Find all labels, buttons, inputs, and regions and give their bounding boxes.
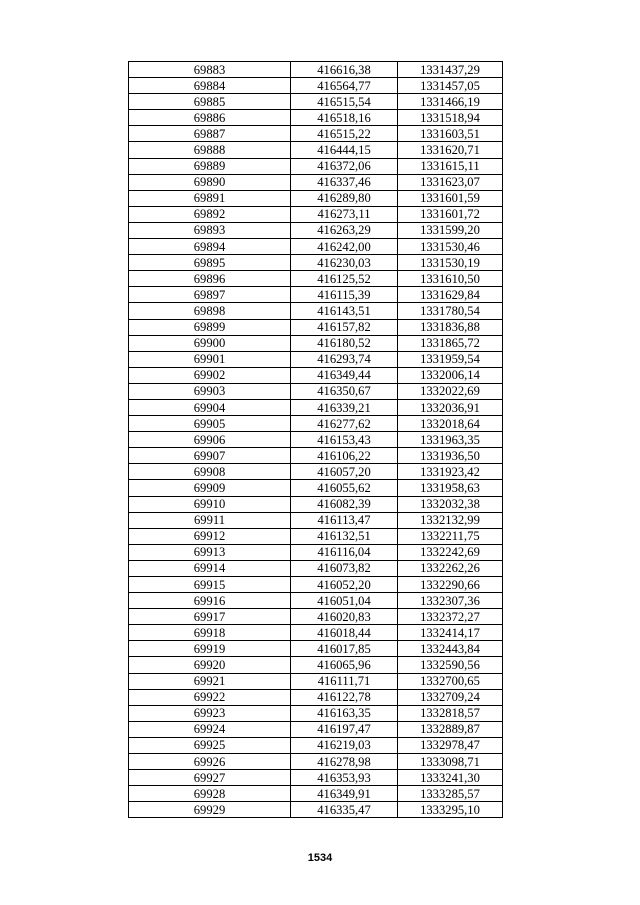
coordinates-table	[128, 61, 503, 818]
point-id-cell: 69929	[129, 802, 291, 818]
table-row	[129, 142, 503, 158]
x-coordinate-cell: 416339,21	[291, 399, 398, 415]
x-coordinate-cell: 416444,15	[291, 142, 398, 158]
point-id-cell: 69889	[129, 158, 291, 174]
x-coordinate-cell: 416349,91	[291, 786, 398, 802]
point-id-cell: 69922	[129, 689, 291, 705]
table-row	[129, 174, 503, 190]
x-coordinate-cell: 416372,06	[291, 158, 398, 174]
table-row	[129, 287, 503, 303]
x-coordinate-cell: 416197,47	[291, 721, 398, 737]
page-number: 1534	[307, 852, 333, 864]
x-coordinate-cell: 416018,44	[291, 625, 398, 641]
x-coordinate-cell: 416125,52	[291, 271, 398, 287]
table-row	[129, 448, 503, 464]
point-id-cell: 69915	[129, 577, 291, 593]
x-coordinate-cell: 416122,78	[291, 689, 398, 705]
x-coordinate-cell: 416278,98	[291, 754, 398, 770]
table-row	[129, 480, 503, 496]
x-coordinate-cell: 416057,20	[291, 464, 398, 480]
y-coordinate-cell: 1333295,10	[398, 802, 503, 818]
point-id-cell: 69918	[129, 625, 291, 641]
point-id-cell: 69887	[129, 126, 291, 142]
table-row	[129, 367, 503, 383]
point-id-cell: 69919	[129, 641, 291, 657]
point-id-cell: 69903	[129, 383, 291, 399]
y-coordinate-cell: 1332132,99	[398, 512, 503, 528]
point-id-cell: 69924	[129, 721, 291, 737]
point-id-cell: 69898	[129, 303, 291, 319]
y-coordinate-cell: 1331599,20	[398, 222, 503, 238]
y-coordinate-cell: 1331963,35	[398, 432, 503, 448]
table-row	[129, 239, 503, 255]
x-coordinate-cell: 416289,80	[291, 190, 398, 206]
x-coordinate-cell: 416020,83	[291, 609, 398, 625]
table-row	[129, 577, 503, 593]
point-id-cell: 69925	[129, 737, 291, 753]
y-coordinate-cell: 1331530,19	[398, 255, 503, 271]
table-row	[129, 351, 503, 367]
x-coordinate-cell: 416564,77	[291, 78, 398, 94]
table-row	[129, 544, 503, 560]
table-row	[129, 190, 503, 206]
point-id-cell: 69904	[129, 399, 291, 415]
point-id-cell: 69926	[129, 754, 291, 770]
x-coordinate-cell: 416106,22	[291, 448, 398, 464]
y-coordinate-cell: 1331958,63	[398, 480, 503, 496]
point-id-cell: 69923	[129, 705, 291, 721]
x-coordinate-cell: 416073,82	[291, 560, 398, 576]
point-id-cell: 69893	[129, 222, 291, 238]
x-coordinate-cell: 416153,43	[291, 432, 398, 448]
table-row	[129, 416, 503, 432]
point-id-cell: 69888	[129, 142, 291, 158]
y-coordinate-cell: 1332590,56	[398, 657, 503, 673]
point-id-cell: 69902	[129, 367, 291, 383]
y-coordinate-cell: 1331836,88	[398, 319, 503, 335]
x-coordinate-cell: 416353,93	[291, 770, 398, 786]
y-coordinate-cell: 1331610,50	[398, 271, 503, 287]
table-row	[129, 802, 503, 818]
x-coordinate-cell: 416273,11	[291, 206, 398, 222]
y-coordinate-cell: 1331615,11	[398, 158, 503, 174]
x-coordinate-cell: 416115,39	[291, 287, 398, 303]
table-row	[129, 255, 503, 271]
point-id-cell: 69899	[129, 319, 291, 335]
x-coordinate-cell: 416157,82	[291, 319, 398, 335]
y-coordinate-cell: 1331865,72	[398, 335, 503, 351]
x-coordinate-cell: 416111,71	[291, 673, 398, 689]
y-coordinate-cell: 1332700,65	[398, 673, 503, 689]
y-coordinate-cell: 1332889,87	[398, 721, 503, 737]
x-coordinate-cell: 416082,39	[291, 496, 398, 512]
y-coordinate-cell: 1331457,05	[398, 78, 503, 94]
table-row	[129, 560, 503, 576]
table-row	[129, 206, 503, 222]
x-coordinate-cell: 416163,35	[291, 705, 398, 721]
x-coordinate-cell: 416230,03	[291, 255, 398, 271]
y-coordinate-cell: 1331620,71	[398, 142, 503, 158]
x-coordinate-cell: 416242,00	[291, 239, 398, 255]
point-id-cell: 69911	[129, 512, 291, 528]
y-coordinate-cell: 1333285,57	[398, 786, 503, 802]
x-coordinate-cell: 416180,52	[291, 335, 398, 351]
point-id-cell: 69905	[129, 416, 291, 432]
table-row	[129, 673, 503, 689]
y-coordinate-cell: 1332022,69	[398, 383, 503, 399]
y-coordinate-cell: 1332242,69	[398, 544, 503, 560]
point-id-cell: 69912	[129, 528, 291, 544]
point-id-cell: 69928	[129, 786, 291, 802]
x-coordinate-cell: 416293,74	[291, 351, 398, 367]
point-id-cell: 69891	[129, 190, 291, 206]
point-id-cell: 69900	[129, 335, 291, 351]
point-id-cell: 69894	[129, 239, 291, 255]
x-coordinate-cell: 416051,04	[291, 593, 398, 609]
y-coordinate-cell: 1331530,46	[398, 239, 503, 255]
y-coordinate-cell: 1332978,47	[398, 737, 503, 753]
table-row	[129, 786, 503, 802]
table-row	[129, 641, 503, 657]
point-id-cell: 69920	[129, 657, 291, 673]
point-id-cell: 69883	[129, 62, 291, 78]
y-coordinate-cell: 1332211,75	[398, 528, 503, 544]
y-coordinate-cell: 1333241,30	[398, 770, 503, 786]
y-coordinate-cell: 1332032,38	[398, 496, 503, 512]
table-row	[129, 94, 503, 110]
table-row	[129, 222, 503, 238]
point-id-cell: 69909	[129, 480, 291, 496]
table-row	[129, 754, 503, 770]
y-coordinate-cell: 1331603,51	[398, 126, 503, 142]
x-coordinate-cell: 416518,16	[291, 110, 398, 126]
point-id-cell: 69884	[129, 78, 291, 94]
point-id-cell: 69914	[129, 560, 291, 576]
table-row	[129, 770, 503, 786]
table-row	[129, 126, 503, 142]
table-row	[129, 62, 503, 78]
point-id-cell: 69916	[129, 593, 291, 609]
point-id-cell: 69907	[129, 448, 291, 464]
table-row	[129, 496, 503, 512]
y-coordinate-cell: 1332018,64	[398, 416, 503, 432]
y-coordinate-cell: 1332262,26	[398, 560, 503, 576]
x-coordinate-cell: 416515,54	[291, 94, 398, 110]
point-id-cell: 69913	[129, 544, 291, 560]
point-id-cell: 69896	[129, 271, 291, 287]
y-coordinate-cell: 1331437,29	[398, 62, 503, 78]
x-coordinate-cell: 416219,03	[291, 737, 398, 753]
y-coordinate-cell: 1332307,36	[398, 593, 503, 609]
point-id-cell: 69917	[129, 609, 291, 625]
point-id-cell: 69910	[129, 496, 291, 512]
x-coordinate-cell: 416515,22	[291, 126, 398, 142]
point-id-cell: 69897	[129, 287, 291, 303]
table-row	[129, 512, 503, 528]
x-coordinate-cell: 416113,47	[291, 512, 398, 528]
x-coordinate-cell: 416350,67	[291, 383, 398, 399]
x-coordinate-cell: 416017,85	[291, 641, 398, 657]
point-id-cell: 69885	[129, 94, 291, 110]
point-id-cell: 69921	[129, 673, 291, 689]
x-coordinate-cell: 416065,96	[291, 657, 398, 673]
table-row	[129, 609, 503, 625]
y-coordinate-cell: 1331466,19	[398, 94, 503, 110]
y-coordinate-cell: 1332006,14	[398, 367, 503, 383]
coordinates-table-body	[129, 62, 503, 818]
x-coordinate-cell: 416337,46	[291, 174, 398, 190]
x-coordinate-cell: 416349,44	[291, 367, 398, 383]
point-id-cell: 69901	[129, 351, 291, 367]
y-coordinate-cell: 1332443,84	[398, 641, 503, 657]
table-row	[129, 689, 503, 705]
table-row	[129, 158, 503, 174]
table-row	[129, 464, 503, 480]
y-coordinate-cell: 1333098,71	[398, 754, 503, 770]
y-coordinate-cell: 1331623,07	[398, 174, 503, 190]
x-coordinate-cell: 416132,51	[291, 528, 398, 544]
table-row	[129, 271, 503, 287]
y-coordinate-cell: 1331780,54	[398, 303, 503, 319]
x-coordinate-cell: 416616,38	[291, 62, 398, 78]
x-coordinate-cell: 416335,47	[291, 802, 398, 818]
point-id-cell: 69890	[129, 174, 291, 190]
table-row	[129, 110, 503, 126]
x-coordinate-cell: 416055,62	[291, 480, 398, 496]
table-row	[129, 319, 503, 335]
point-id-cell: 69927	[129, 770, 291, 786]
y-coordinate-cell: 1331959,54	[398, 351, 503, 367]
y-coordinate-cell: 1331629,84	[398, 287, 503, 303]
table-row	[129, 657, 503, 673]
x-coordinate-cell: 416052,20	[291, 577, 398, 593]
table-row	[129, 721, 503, 737]
y-coordinate-cell: 1331923,42	[398, 464, 503, 480]
y-coordinate-cell: 1332372,27	[398, 609, 503, 625]
x-coordinate-cell: 416116,04	[291, 544, 398, 560]
table-row	[129, 432, 503, 448]
y-coordinate-cell: 1332818,57	[398, 705, 503, 721]
y-coordinate-cell: 1331518,94	[398, 110, 503, 126]
y-coordinate-cell: 1331601,72	[398, 206, 503, 222]
y-coordinate-cell: 1332414,17	[398, 625, 503, 641]
point-id-cell: 69908	[129, 464, 291, 480]
point-id-cell: 69886	[129, 110, 291, 126]
y-coordinate-cell: 1332709,24	[398, 689, 503, 705]
y-coordinate-cell: 1332290,66	[398, 577, 503, 593]
x-coordinate-cell: 416277,62	[291, 416, 398, 432]
point-id-cell: 69892	[129, 206, 291, 222]
table-row	[129, 705, 503, 721]
table-row	[129, 78, 503, 94]
table-row	[129, 593, 503, 609]
y-coordinate-cell: 1332036,91	[398, 399, 503, 415]
table-row	[129, 528, 503, 544]
point-id-cell: 69906	[129, 432, 291, 448]
y-coordinate-cell: 1331601,59	[398, 190, 503, 206]
point-id-cell: 69895	[129, 255, 291, 271]
table-row	[129, 625, 503, 641]
table-row	[129, 399, 503, 415]
table-row	[129, 737, 503, 753]
table-row	[129, 303, 503, 319]
y-coordinate-cell: 1331936,50	[398, 448, 503, 464]
table-row	[129, 383, 503, 399]
x-coordinate-cell: 416143,51	[291, 303, 398, 319]
table-row	[129, 335, 503, 351]
x-coordinate-cell: 416263,29	[291, 222, 398, 238]
